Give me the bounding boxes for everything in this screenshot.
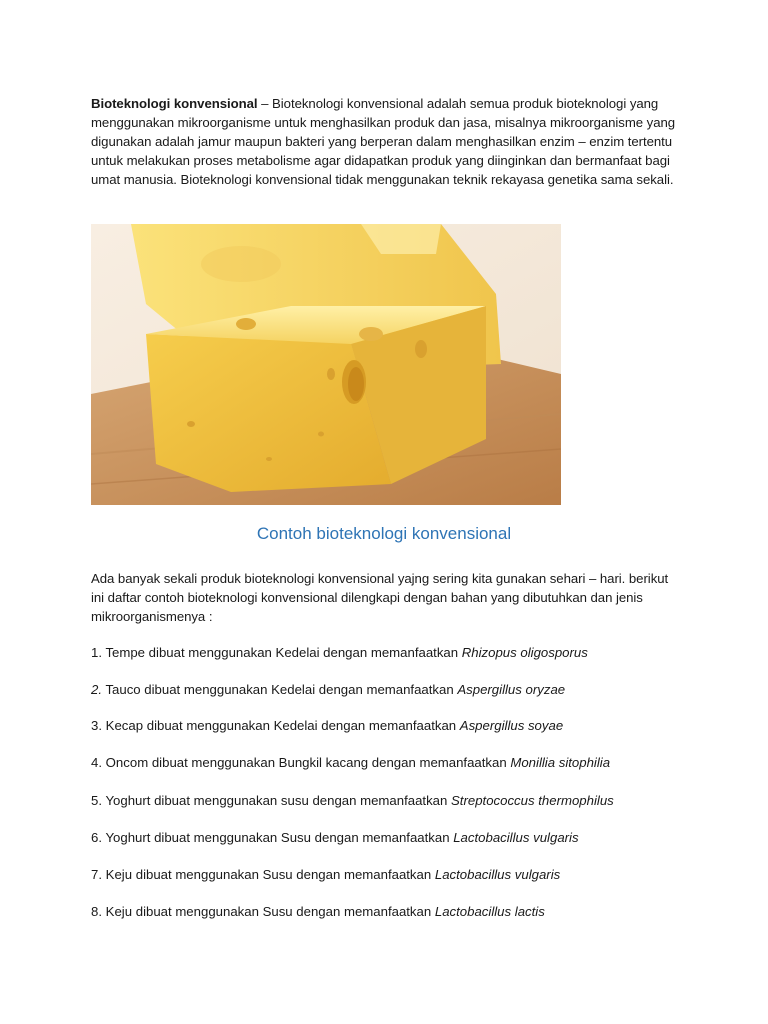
cheese-photo [91,224,561,505]
item-organism: Monillia sitophilia [510,755,611,770]
list-item [91,680,691,699]
list-item [91,828,691,847]
item-text: Yoghurt dibuat menggunakan susu dengan memanfaatkan [105,793,452,808]
list-item [91,753,691,772]
item-text: Tempe dibuat menggunakan Kedelai dengan memanfaatkan [105,645,462,660]
item-text: Tauco dibuat menggunakan Kedelai dengan memanfaatkan [105,682,458,697]
item-number: 4. [91,755,102,770]
section-heading: Contoh bioteknologi konvensional [256,524,512,543]
list-item [91,791,691,810]
item-organism: Lactobacillus vulgaris [434,867,561,882]
item-text: Kecap dibuat menggunakan Kedelai dengan memanfaatkan [105,718,460,733]
item-number: 8. [91,904,102,919]
intro-term: Bioteknologi konvensional [91,96,258,111]
list-item [91,716,691,735]
item-number: 2. [91,682,102,697]
item-organism: Lactobacillus lactis [434,904,545,919]
intro-paragraph [91,94,681,189]
section-description: Ada banyak sekali produk bioteknologi konvensional yajng sering kita gunakan sehari – hari. berikut ini daftar contoh bioteknologi konvensional dilengkapi dengan bahan yang dibutuhkan dan jenis mikroorganismenya : [91,571,669,624]
list-item [91,643,691,662]
item-organism: Aspergillus soyae [459,718,564,733]
item-text: Keju dibuat menggunakan Susu dengan memanfaatkan [105,867,435,882]
item-number: 1. [91,645,102,660]
list-item [91,865,691,884]
list-item [91,902,691,921]
item-number: 3. [91,718,102,733]
item-number: 7. [91,867,102,882]
item-text: Keju dibuat menggunakan Susu dengan memanfaatkan [105,904,435,919]
item-text: Yoghurt dibuat menggunakan Susu dengan memanfaatkan [105,830,454,845]
item-number: 6. [91,830,102,845]
item-text: Oncom dibuat menggunakan Bungkil kacang dengan memanfaatkan [105,755,511,770]
item-organism: Streptococcus thermophilus [451,793,614,808]
item-organism: Lactobacillus vulgaris [453,830,579,845]
intro-text: – Bioteknologi konvensional adalah semua produk bioteknologi yang menggunakan mikroorganisme untuk menghasilkan produk dan jasa, misalnya mikroorganisme yang digunakan adalah jamur maupun bakteri yang berperan dalam menghasilkan enzim – enzim tertentu untuk melakukan proses metabolisme agar didapatkan produk yang diinginkan dan bermanfaat bagi umat manusia. Bioteknologi konvensional tidak menggunakan teknik rekayasa genetika sama sekali. [91,96,676,187]
item-number: 5. [91,793,102,808]
item-organism: Rhizopus oligosporus [461,645,588,660]
item-organism: Aspergillus oryzae [457,682,566,697]
